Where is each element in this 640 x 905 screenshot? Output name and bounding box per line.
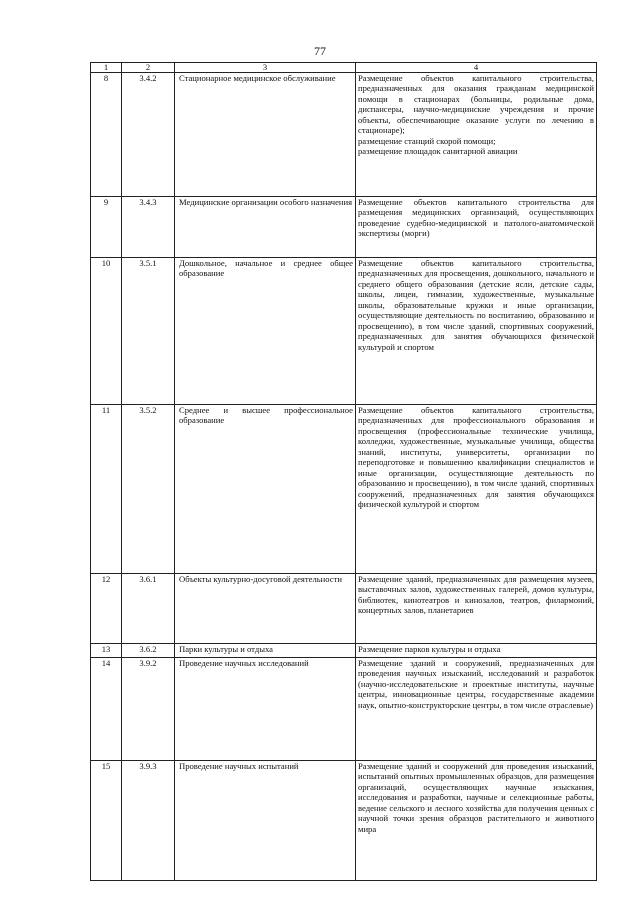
- use-type-description: [356, 73, 597, 197]
- use-type-name: Проведение научных исследований: [175, 658, 356, 761]
- use-type-name: Дошкольное, начальное и среднее общее образование: [175, 258, 356, 405]
- use-type-description: [356, 658, 597, 761]
- table-row: [91, 197, 597, 258]
- use-type-name: Стационарное медицинское обслуживание: [175, 73, 356, 197]
- table-row: [91, 405, 597, 574]
- row-number: 10: [91, 258, 122, 405]
- description-paragraph: Размещение зданий и сооружений для проведения изысканий, испытаний опытных промышленных образцов, для размещения организаций, осуществляющих научные изыскания, исследования и разработки, научные и селекционные работы, ведение сельского и лесного хозяйства для получения ценных с научной точки зрения образцов растительного и животного мира: [358, 761, 594, 834]
- header-col-1: 1: [91, 63, 122, 73]
- row-number: 8: [91, 73, 122, 197]
- row-number: 12: [91, 574, 122, 644]
- description-paragraph: размещение станций скорой помощи;: [358, 135, 496, 146]
- description-paragraph: Размещение объектов капитального строительства, предназначенных для профессионального образования и просвещения (профессиональные технические училища, колледжи, художественные, музыкальные училища, общества знаний, институты, университеты, организации по переподготовке и повышению квалификации специалистов и иные организации, осуществляющие деятельность по образованию и просвещению), в том числе зданий, спортивных сооружений, предназначенных для занятия обучающихся физической культурой и спортом: [358, 405, 594, 510]
- description-paragraph: Размещение объектов капитального строительства для размещения медицинских организаций, осуществляющих проведение судебно-медицинской и патолого-анатомической экспертизы (морги): [358, 197, 594, 239]
- use-type-description: [356, 574, 597, 644]
- classification-code: 3.4.3: [122, 197, 175, 258]
- classification-code: 3.5.1: [122, 258, 175, 405]
- table-row: [91, 574, 597, 644]
- row-number: 11: [91, 405, 122, 574]
- description-paragraph: Размещение объектов капитального строительства, предназначенных для просвещения, дошкольного, начального и среднего общего образования (детские ясли, детские сады, школы, лицеи, гимназии, художественные, музыкальные школы, образовательные кружки и иные организации, осуществляющие деятельность по воспитанию, образованию и просвещению), в том числе зданий, спортивных сооружений, предназначенных для занятия обучающихся физической культурой и спортом: [358, 258, 594, 352]
- table-row: [91, 761, 597, 881]
- use-type-name: Среднее и высшее профессиональное образование: [175, 405, 356, 574]
- classification-code: 3.9.3: [122, 761, 175, 881]
- row-number: 14: [91, 658, 122, 761]
- land-use-table: [90, 62, 597, 881]
- classification-code: 3.6.2: [122, 644, 175, 658]
- use-type-description: [356, 405, 597, 574]
- table-row: [91, 73, 597, 197]
- classification-code: 3.6.1: [122, 574, 175, 644]
- description-paragraph: Размещение объектов капитального строительства, предназначенных для оказания гражданам медицинской помощи в стационарах (больницы, родильные дома, диспансеры, научно-медицинские учреждения и прочие объекты, обеспечивающие оказание услуги по лечению в стационаре);: [358, 73, 594, 136]
- description-paragraph: Размещение зданий, предназначенных для размещения музеев, выставочных залов, художественных галерей, домов культуры, библиотек, кинотеатров и кинозалов, театров, филармоний, концертных залов, планетариев: [358, 574, 594, 616]
- use-type-description: [356, 258, 597, 405]
- row-number: 13: [91, 644, 122, 658]
- table-row: [91, 658, 597, 761]
- use-type-name: Объекты культурно-досуговой деятельности: [175, 574, 356, 644]
- description-paragraph: Размещение зданий и сооружений, предназначенных для проведения научных изысканий, исследований и разработок (научно-исследовательские и проектные институты, научные центры, инновационные центры, государственные академии наук, опытно-конструкторские центры, в том числе отраслевые): [358, 658, 594, 710]
- classification-code: 3.4.2: [122, 73, 175, 197]
- header-col-4: 4: [356, 63, 597, 73]
- use-type-description: [356, 644, 597, 658]
- header-col-3: 3: [175, 63, 356, 73]
- table-row: [91, 644, 597, 658]
- header-col-2: 2: [122, 63, 175, 73]
- description-paragraph: Размещение парков культуры и отдыха: [358, 644, 501, 654]
- row-number: 9: [91, 197, 122, 258]
- description-paragraph: размещение площадок санитарной авиации: [358, 146, 518, 157]
- classification-code: 3.9.2: [122, 658, 175, 761]
- use-type-description: [356, 197, 597, 258]
- use-type-name: Парки культуры и отдыха: [175, 644, 356, 658]
- table-row: [91, 258, 597, 405]
- row-number: 15: [91, 761, 122, 881]
- classification-code: 3.5.2: [122, 405, 175, 574]
- use-type-description: [356, 761, 597, 881]
- use-type-name: Медицинские организации особого назначения: [175, 197, 356, 258]
- table-header-row: [91, 63, 597, 73]
- use-type-name: Проведение научных испытаний: [175, 761, 356, 881]
- page-number: 77: [314, 44, 326, 58]
